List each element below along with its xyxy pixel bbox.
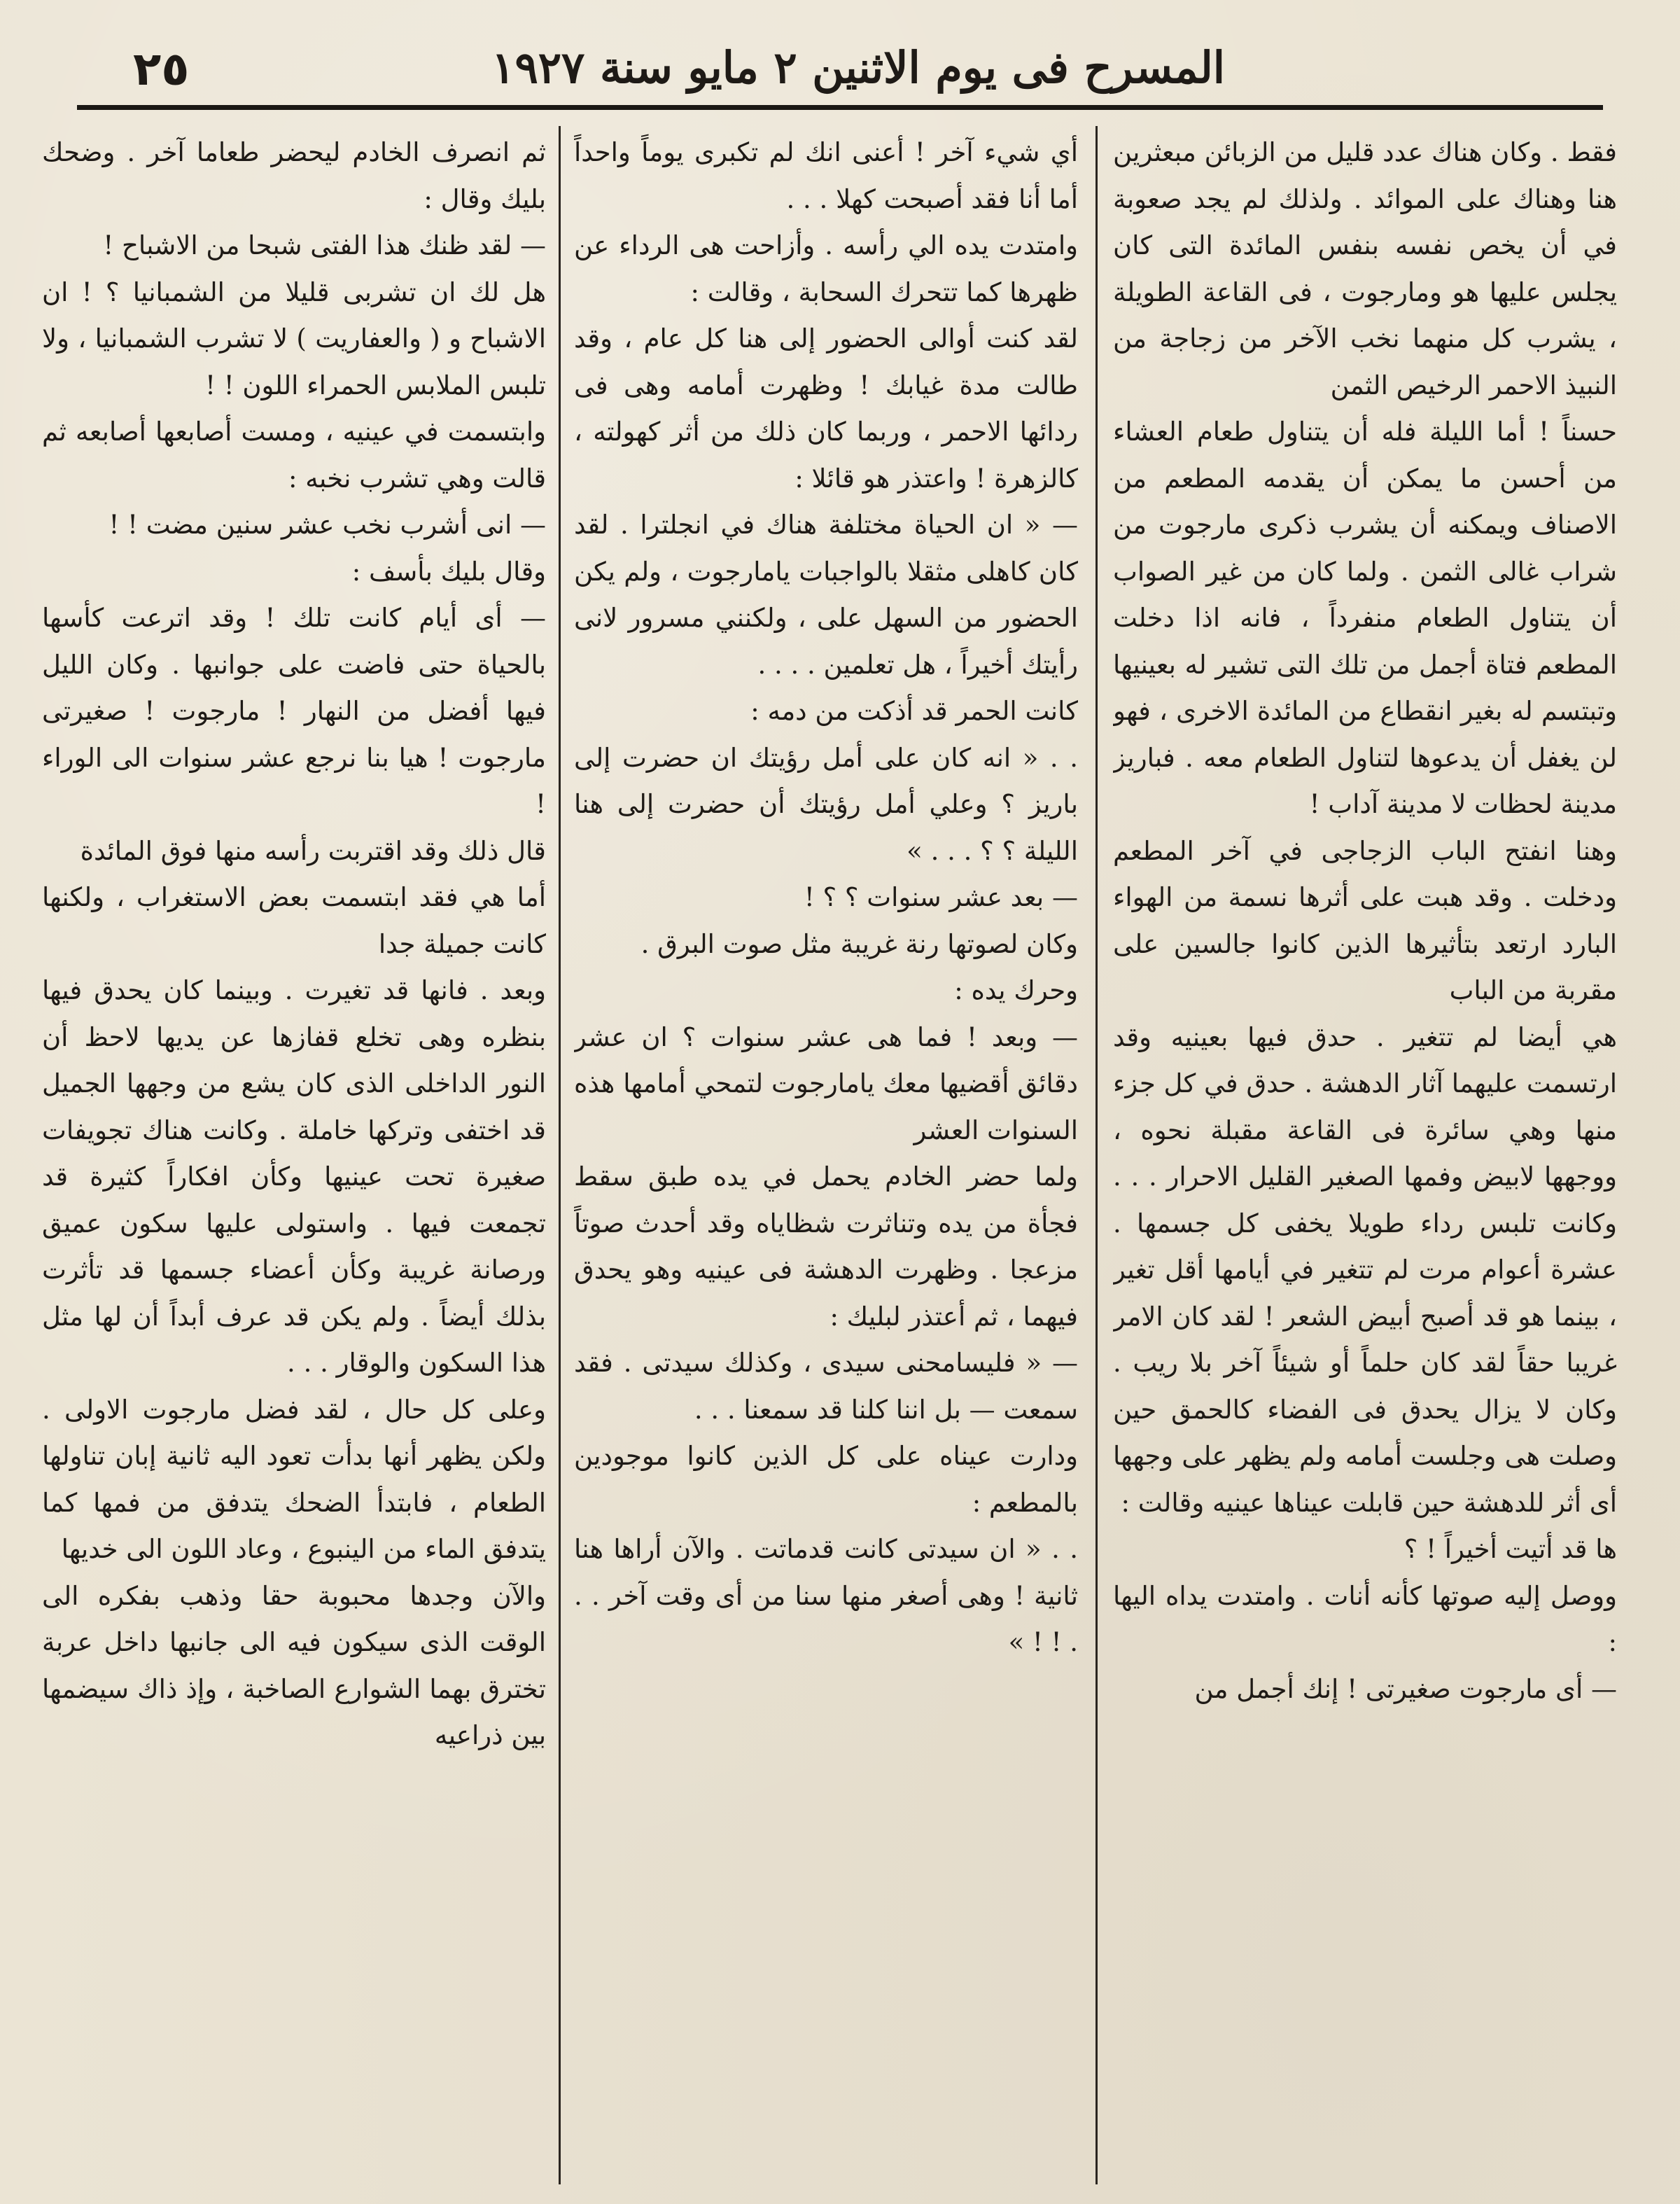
paragraph: أما هي فقد ابتسمت بعض الاستغراب ، ولكنها كانت جميلة جدا <box>42 882 546 959</box>
paragraph: وهنا انفتح الباب الزجاجى في آخر المطعم ودخلت . وقد هبت على أثرها نسمة من الهواء البارد ارتعد بتأثيرها الذين كانوا جالسين على مقربة من الباب <box>1113 835 1617 1005</box>
page-header <box>77 28 1603 105</box>
paragraph: — أى مارجوت صغيرتى ! إنك أجمل من <box>1194 1673 1617 1704</box>
paragraph: فقط . وكان هناك عدد قليل من الزبائن مبعثرين هنا وهناك على الموائد . ولذلك لم يجد صعوبة في أن يخص نفسه بنفس المائدة التى كان يجلس عليها هو ومارجوت ، فى القاعة الطويلة ، يشرب كل منهما نخب الآخر من زجاجة من النبيذ الاحمر الرخيص الثمن <box>1113 137 1617 400</box>
paragraph: ووصل إليه صوتها كأنه أنات . وامتدت يداه اليها : <box>1113 1580 1617 1657</box>
paragraph: — انى أشرب نخب عشر سنين مضت ! ! <box>108 510 546 540</box>
column-divider <box>1096 126 1098 2184</box>
paragraph: وكان لصوتها رنة غريبة مثل صوت البرق . <box>640 928 1078 959</box>
column-divider <box>559 126 561 2184</box>
paragraph: — لقد ظنك هذا الفتى شبحا من الاشباح ! <box>103 230 546 260</box>
column-middle <box>574 130 1078 2188</box>
paragraph: حسناً ! أما الليلة فله أن يتناول طعام العشاء من أحسن ما يمكن أن يقدمه المطعم من الاصناف ويمكنه أن يشرب ذكرى مارجوت من شراب غالى الثمن . ولما كان من غير الصواب أن يتناول الطعام منفرداً ، فانه اذا دخلت المطعم فتاة أجمل من تلك التى تشير له بعينيها وتبتسم له بغير انقطاع من المائدة الاخرى ، فهو لن يغفل أن يدعوها لتناول الطعام معه . فباريز مدينة لحظات لا مدينة آداب ! <box>1113 417 1617 819</box>
paragraph: ولما حضر الخادم يحمل في يده طبق سقط فجأة من يده وتناثرت شظاياه وقد أحدث صوتاً مزعجا . وظهرت الدهشة فى عينيه وهو يحدق فيهما ، ثم أعتذر لبليك : <box>574 1162 1078 1332</box>
paragraph: — بعد عشر سنوات ؟ ؟ ! <box>804 882 1078 912</box>
paragraph: وقال بليك بأسف : <box>351 556 546 587</box>
paragraph: — « فليسامحنى سيدى ، وكذلك سيدتى . فقد سمعت — بل اننا كلنا قد سمعنا . . . <box>574 1348 1078 1425</box>
paragraph: قال ذلك وقد اقتربت رأسه منها فوق المائدة <box>80 835 546 866</box>
paragraph: ودارت عيناه على كل الذين كانوا موجودين بالمطعم : <box>574 1441 1078 1518</box>
paragraph: والآن وجدها محبوبة حقا وذهب بفكره الى الوقت الذى سيكون فيه الى جانبها داخل عربة تخترق بهما الشوارع الصاخبة ، وإذ ذاك سيضمها بين ذراعيه <box>42 1580 546 1750</box>
paragraph: أي شيء آخر ! أعنى انك لم تكبرى يوماً واحداً أما أنا فقد أصبحت كهلا . . . <box>574 137 1078 214</box>
column-left <box>42 130 546 2188</box>
paragraph: وحرك يده : <box>954 975 1078 1005</box>
paragraph: . . « انه كان على أمل رؤيتك ان حضرت إلى باريز ؟ وعلي أمل رؤيتك أن حضرت إلى هنا الليلة ؟ ؟ . . . » <box>574 742 1078 866</box>
paragraph: — وبعد ! فما هى عشر سنوات ؟ ان عشر دقائق أقضيها معك يامارجوت لتمحي أمامها هذه السنوات العشر <box>574 1021 1078 1145</box>
page-number: ٢٥ <box>133 42 190 96</box>
header-title: المسرح فى يوم الاثنين ٢ مايو سنة ١٩٢٧ <box>491 42 1225 93</box>
header-rule <box>77 105 1603 110</box>
paragraph: كانت الحمر قد أذكت من دمه : <box>750 696 1078 726</box>
paragraph: ها قد أتيت أخيراً ! ؟ <box>1404 1534 1617 1564</box>
paragraph: وبعد . فانها قد تغيرت . وبينما كان يحدق فيها بنظره وهى تخلع قفازها عن يديها لاحظ أن النور الداخلى الذى كان يشع من وجهها الجميل قد اختفى وتركها خاملة . وكانت هناك تجويفات صغيرة تحت عينيها وكأن افكاراً كثيرة قد تجمعت فيها . واستولى عليها سكون عميق ورصانة غريبة وكأن أعضاء جسمها قد تأثرت بذلك أيضاً . ولم يكن قد عرف أبداً أن لها مثل هذا السكون والوقار . . . <box>42 975 546 1378</box>
paragraph: هي أيضا لم تتغير . حدق فيها بعينيه وقد ارتسمت عليهما آثار الدهشة . حدق في كل جزء منها وهي سائرة فى القاعة مقبلة نحوه ، ووجهها لابيض وفمها الصغير القليل الاحرار . . . وكانت تلبس رداء طويلا يخفى كل جسمها . عشرة أعوام مرت لم تتغير في أيامها أقل تغير ، بينما هو قد أصبح أبيض الشعر ! لقد كان الامر غريبا حقاً لقد كان حلماً أو شيئاً آخر بلا ريب . وكان لا يزال يحدق فى الفضاء كالحمق حين وصلت هى وجلست أمامه ولم يظهر على وجهها أى أثر للدهشة حين قابلت عيناها عينيه وقالت : <box>1113 1021 1617 1518</box>
paragraph: وعلى كل حال ، لقد فضل مارجوت الاولى . ولكن يظهر أنها بدأت تعود اليه ثانية إبان تناولها الطعام ، فابتدأ الضحك يتدفق من فمها كما يتدفق الماء من الينبوع ، وعاد اللون الى خديها <box>42 1394 546 1564</box>
paragraph: وامتدت يده الي رأسه . وأزاحت هى الرداء عن ظهرها كما تتحرك السحابة ، وقالت : <box>574 230 1078 307</box>
paragraph: لقد كنت أوالى الحضور إلى هنا كل عام ، وقد طالت مدة غيابك ! وظهرت أمامه وهى فى ردائها الاحمر ، وربما كان ذلك من أثر كهولته ، كالزهرة ! واعتذر هو قائلا : <box>574 323 1078 494</box>
column-right <box>1113 130 1617 2188</box>
paragraph: . . « ان سيدتى كانت قدماتت . والآن أراها هنا ثانية ! وهى أصغر منها سنا من أى وقت آخر . . . ! ! » <box>574 1534 1078 1657</box>
paragraph: ثم انصرف الخادم ليحضر طعاما آخر . وضحك بليك وقال : <box>42 137 546 214</box>
paragraph: هل لك ان تشربى قليلا من الشمبانيا ؟ ! ان الاشباح و ( والعفاريت ) لا تشرب الشمبانيا ، ولا تلبس الملابس الحمراء اللون ! ! <box>42 277 546 400</box>
paragraph: — « ان الحياة مختلفة هناك في انجلترا . لقد كان كاهلى مثقلا بالواجبات يامارجوت ، ولم يكن الحضور من السهل على ، ولكنني مسرور لانى رأيتك أخيراً ، هل تعلمين . . . . <box>574 510 1078 680</box>
paragraph: وابتسمت في عينيه ، ومست أصابعها أصابعه ثم قالت وهي تشرب نخبه : <box>42 417 546 494</box>
paragraph: — أى أيام كانت تلك ! وقد اترعت كأسها بالحياة حتى فاضت على جوانبها . وكان الليل فيها أفضل من النهار ! مارجوت ! صغيرتى مارجوت ! هيا بنا نرجع عشر سنوات الى الوراء ! <box>42 603 546 819</box>
